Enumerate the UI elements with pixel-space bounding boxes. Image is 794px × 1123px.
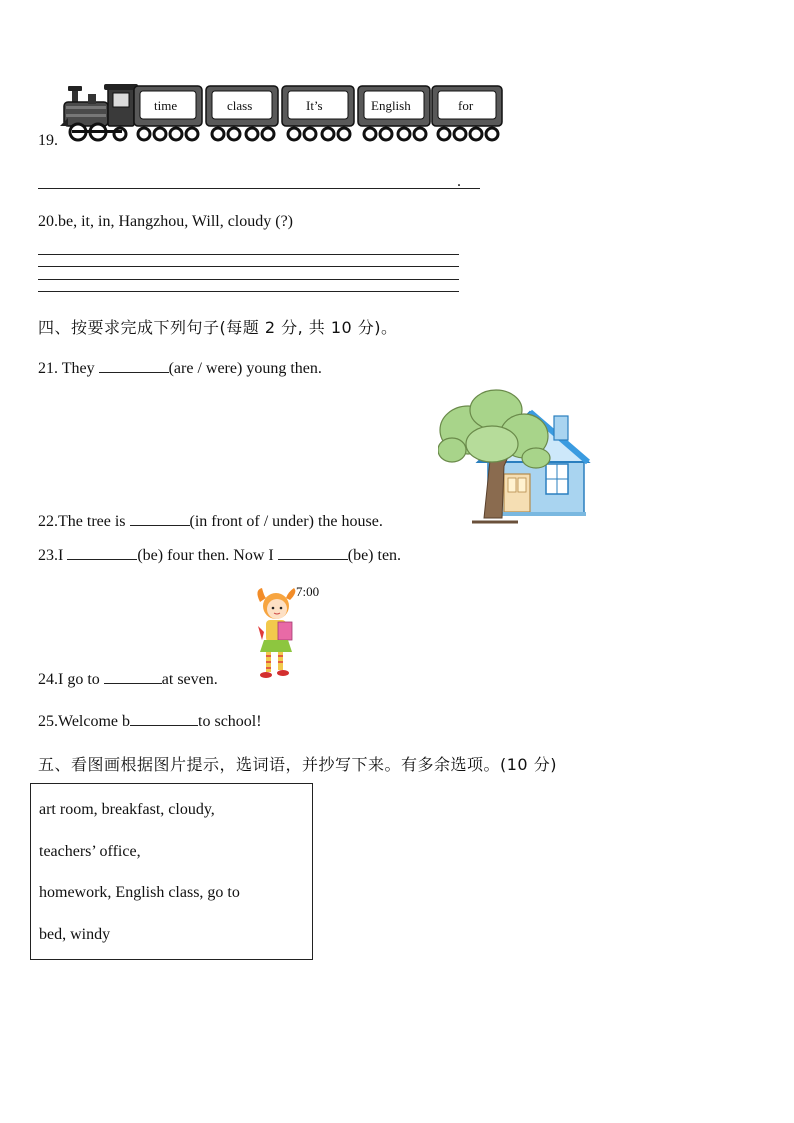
question-21-before: 21. They — [38, 360, 99, 377]
question-21 — [38, 358, 322, 379]
answer-line-19-period: . — [457, 173, 461, 190]
question-19-number: 19. — [38, 132, 58, 149]
question-23 — [38, 545, 401, 566]
question-23-after: (be) ten. — [347, 547, 402, 564]
question-24-before: 24.I go to — [38, 671, 104, 688]
girl-with-book-icon — [250, 586, 302, 684]
question-22 — [38, 511, 383, 532]
blank-23-b[interactable] — [278, 545, 348, 560]
section-4-heading: 四、按要求完成下列句子(每题 2 分, 共 10 分)。 — [38, 318, 398, 337]
word-bank-line-2: teachers’ office, — [39, 843, 141, 860]
question-23-middle: (be) four then. Now I — [137, 547, 278, 564]
blank-25[interactable] — [130, 711, 198, 726]
question-20: 20.be, it, in, Hangzhou, Will, cloudy (?) — [38, 213, 294, 230]
house-with-tree-illustration — [438, 388, 598, 526]
question-22-before: 22.The tree is — [38, 513, 130, 530]
train-word-4: English — [371, 98, 411, 113]
answer-line-20-a — [38, 254, 459, 255]
question-25 — [38, 711, 262, 732]
word-bank-line-4: bed, windy — [39, 926, 111, 943]
train-word-2: class — [227, 98, 253, 113]
question-23-before: 23.I — [38, 547, 68, 564]
blank-23-a[interactable] — [67, 545, 137, 560]
question-25-after: to school! — [198, 713, 262, 730]
clock-time-label: 7:00 — [296, 584, 320, 599]
word-bank-box — [30, 783, 313, 960]
word-bank-line-3: homework, English class, go to — [39, 884, 240, 901]
house-tree-icon — [438, 388, 598, 526]
question-25-before: 25.Welcome b — [38, 713, 131, 730]
locomotive-icon — [60, 84, 138, 140]
answer-line-19 — [38, 188, 480, 189]
answer-line-20-b — [38, 266, 459, 267]
section-5-heading: 五、看图画根据图片提示，选词语，并抄写下来。有多余选项。(10 分) — [38, 755, 557, 774]
question-24-after: at seven. — [161, 671, 218, 688]
word-bank-line-1: art room, breakfast, cloudy, — [39, 801, 215, 818]
train-illustration — [58, 82, 504, 148]
train-icon — [58, 82, 504, 148]
question-24 — [38, 669, 218, 690]
blank-22[interactable] — [130, 511, 190, 526]
blank-21[interactable] — [99, 358, 169, 373]
answer-line-20-d — [38, 291, 459, 292]
train-word-1: time — [154, 98, 178, 113]
train-word-5: for — [458, 98, 474, 113]
train-word-3: It’s — [306, 98, 323, 113]
blank-24[interactable] — [104, 669, 162, 684]
question-22-after: (in front of / under) the house. — [189, 513, 383, 530]
girl-illustration — [250, 586, 302, 684]
answer-line-20-c — [38, 279, 459, 280]
question-21-after: (are / were) young then. — [168, 360, 322, 377]
